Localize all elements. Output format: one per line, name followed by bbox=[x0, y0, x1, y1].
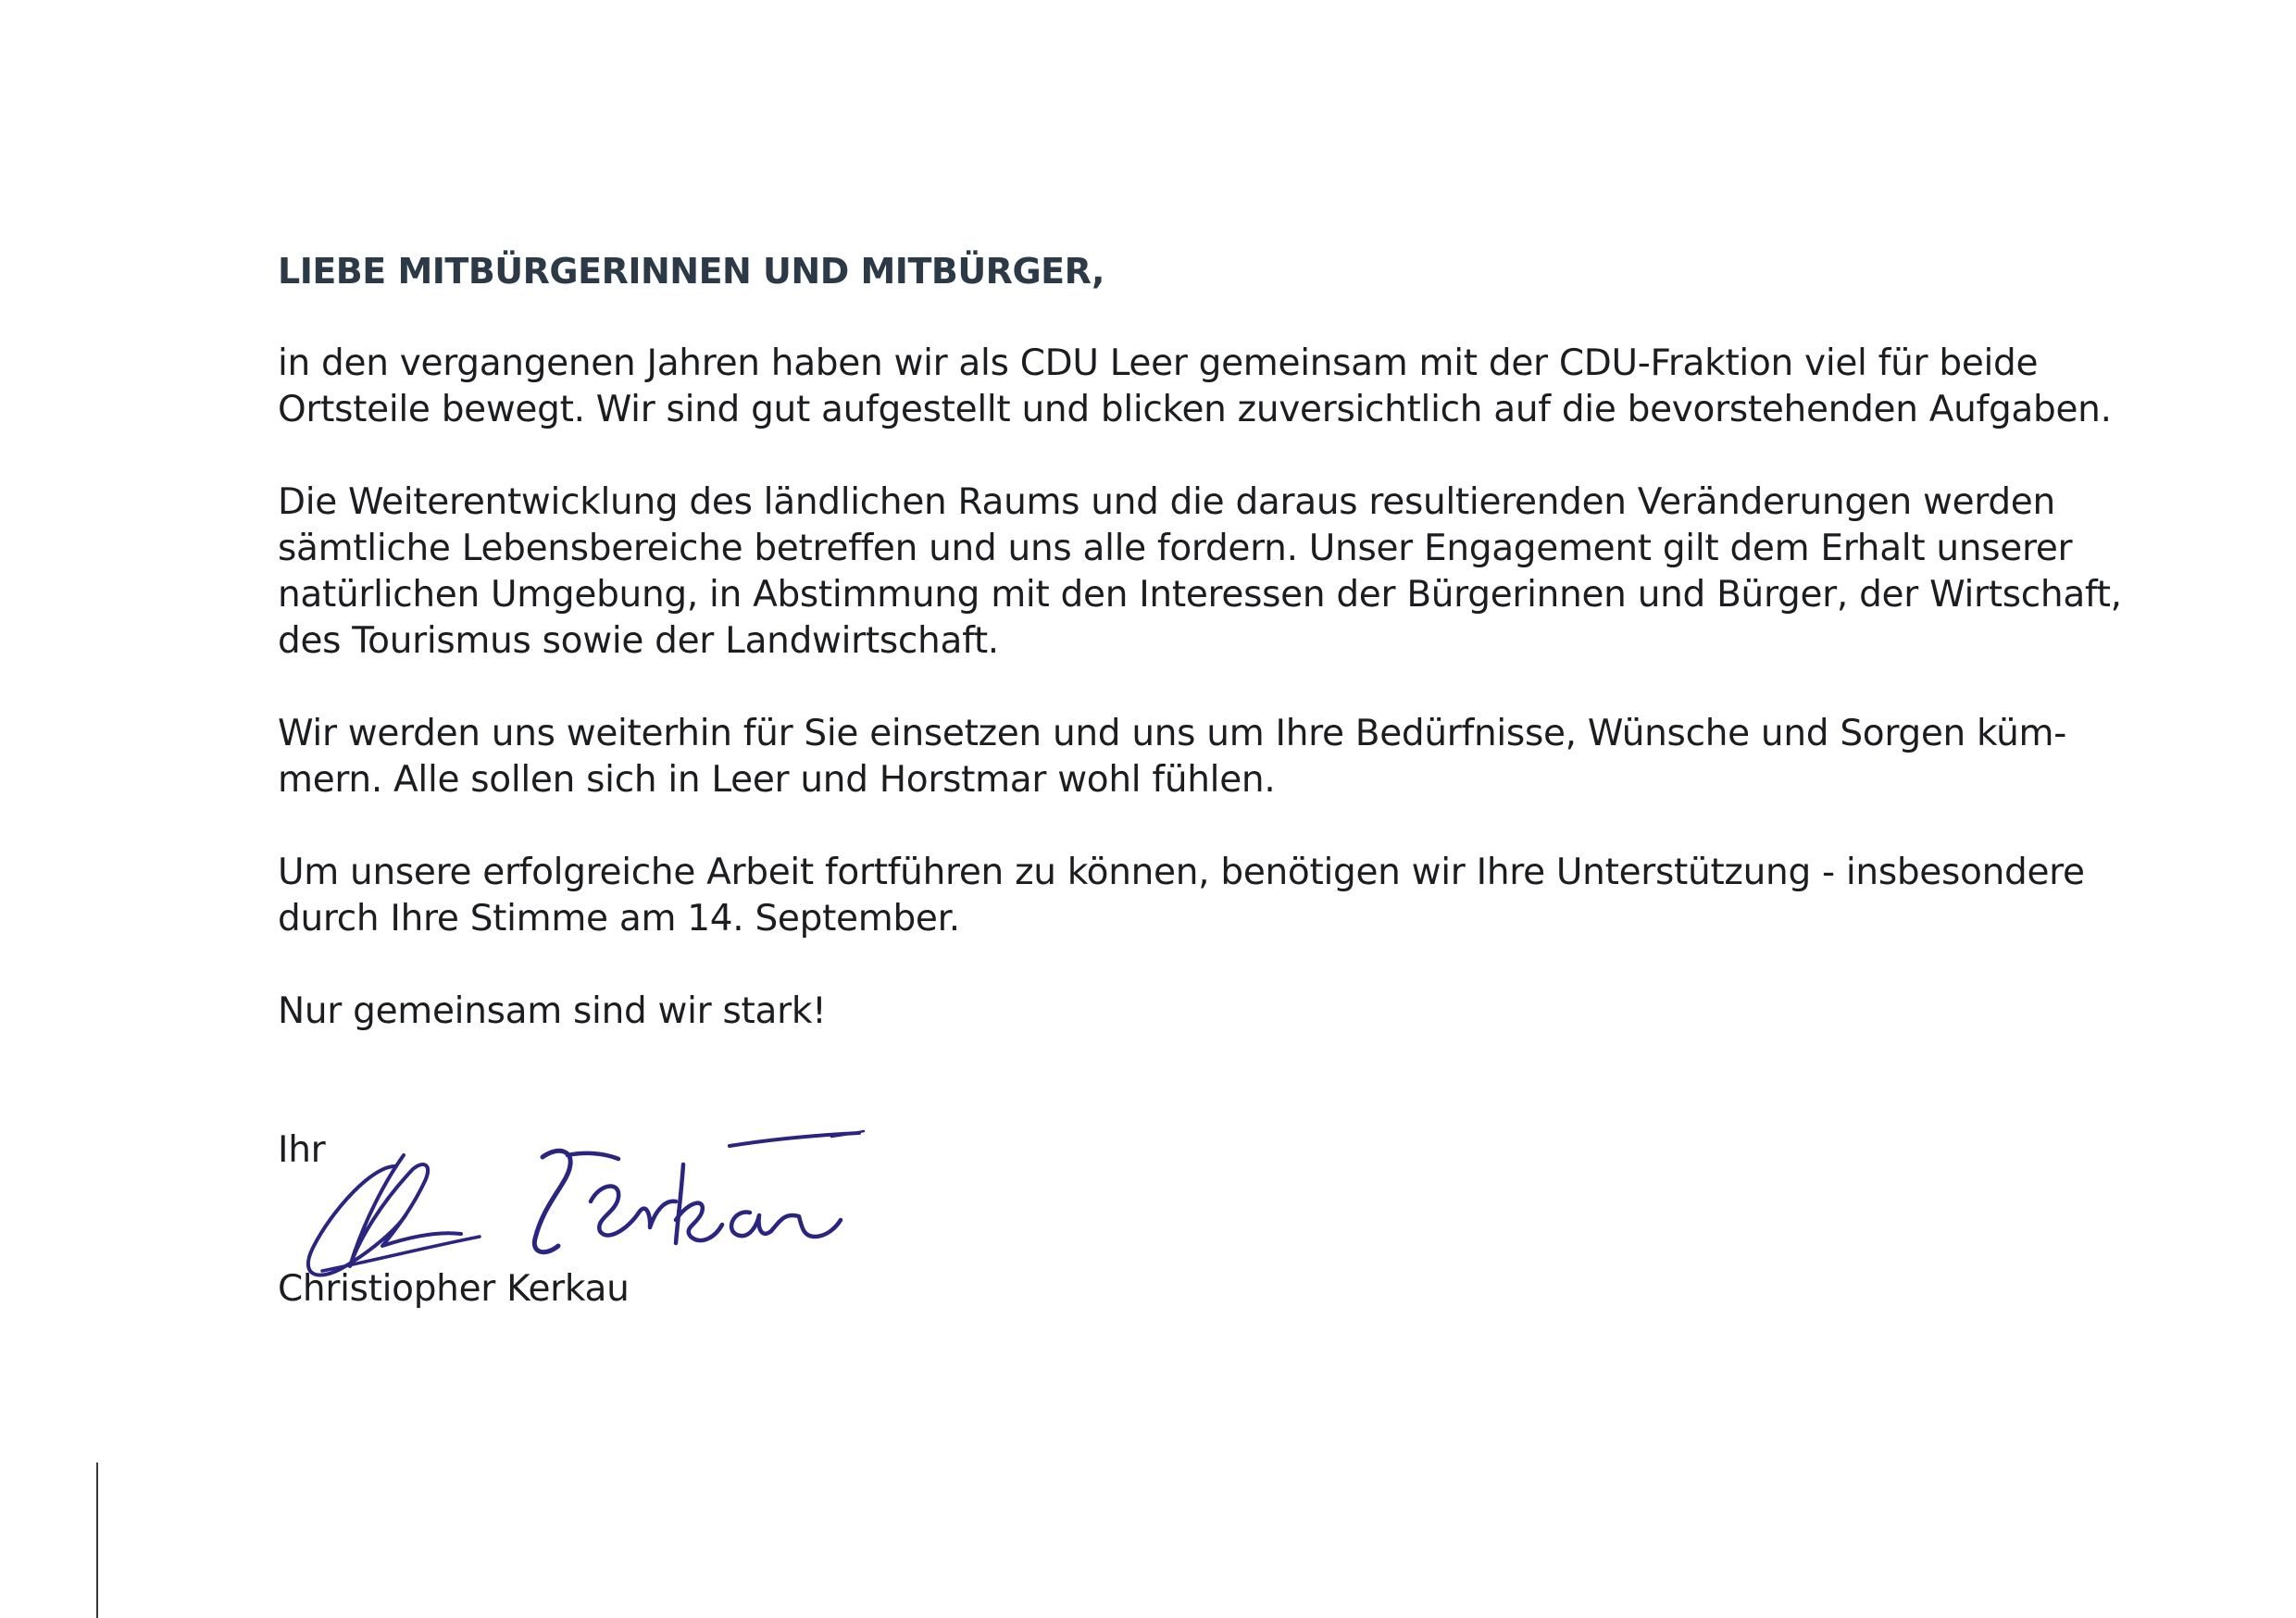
paragraph-line: sämtliche Lebensbereiche betreffen und uns alle fordern. Unser Engagement gilt dem Erhalt unserer bbox=[278, 528, 2073, 569]
paragraph-line: durch Ihre Stimme am 14. September. bbox=[278, 898, 960, 940]
paragraph-line: Die Weiterentwicklung des ländlichen Raums und die daraus resultierenden Veränderungen werden bbox=[278, 481, 2055, 523]
paragraph-1 bbox=[278, 341, 2112, 433]
paragraph-line: in den vergangenen Jahren haben wir als CDU Leer gemeinsam mit der CDU-Fraktion viel für beide bbox=[278, 342, 2039, 384]
signer-name: Christiopher Kerkau bbox=[278, 1268, 630, 1310]
paragraph-5 bbox=[278, 989, 826, 1035]
paragraph-line: Um unsere erfolgreiche Arbeit fortführen zu können, benötigen wir Ihre Unterstützung - insbesondere bbox=[278, 852, 2085, 893]
paragraph-4 bbox=[278, 850, 2085, 942]
paragraph-line: Ortsteile bewegt. Wir sind gut aufgestellt und blicken zuversichtlich auf die bevorstehenden Aufgaben. bbox=[278, 389, 2112, 430]
paragraph-2 bbox=[278, 479, 2122, 665]
signature-stroke bbox=[534, 1151, 570, 1251]
salutation: LIEBE MITBÜRGERINNEN UND MITBÜRGER, bbox=[278, 251, 1104, 292]
paragraph-line: des Tourismus sowie der Landwirtschaft. bbox=[278, 620, 999, 662]
fold-mark-line bbox=[96, 1462, 98, 1618]
paragraph-line: natürlichen Umgebung, in Abstimmung mit den Interessen der Bürgerinnen und Bürger, der Wirtschaft, bbox=[278, 574, 2122, 616]
paragraph-line: mern. Alle sollen sich in Leer und Horstmar wohl fühlen. bbox=[278, 759, 1276, 801]
closing-word: Ihr bbox=[278, 1129, 326, 1171]
signature-stroke bbox=[591, 1187, 676, 1236]
signature-stroke bbox=[568, 1153, 618, 1159]
signature-stroke bbox=[350, 1155, 461, 1266]
signature-stroke bbox=[731, 1213, 841, 1237]
signature-stroke bbox=[676, 1164, 722, 1243]
paragraph-3 bbox=[278, 711, 2066, 803]
paragraph-line: Wir werden uns weiterhin für Sie einsetzen und uns um Ihre Bedürfnisse, Wünsche und Sorgen küm- bbox=[278, 713, 2067, 754]
paragraph-line: Nur gemeinsam sind wir stark! bbox=[278, 990, 827, 1032]
signature-stroke bbox=[308, 1166, 406, 1276]
